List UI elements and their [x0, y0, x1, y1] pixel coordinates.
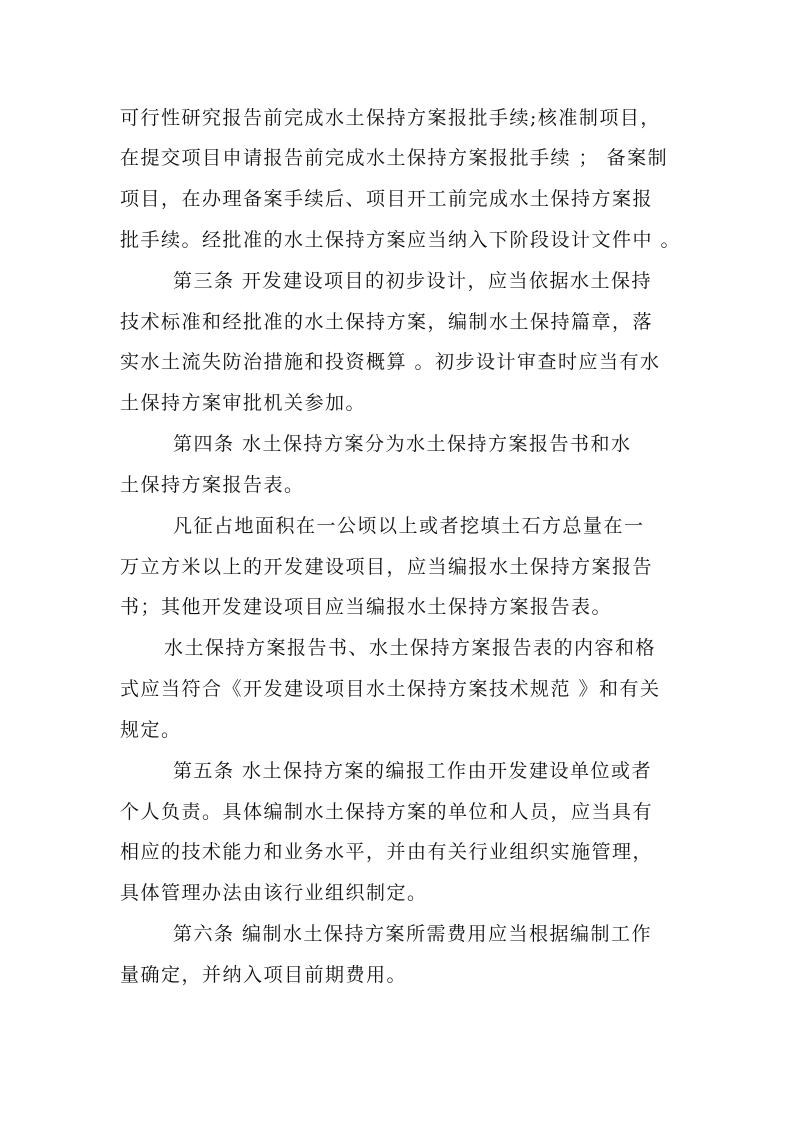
text-line-22: 量确定，并纳入项目前期费用。	[120, 964, 408, 986]
text-line-8: 土保持方案审批机关参加。	[120, 392, 367, 414]
text-line-15: 式应当符合《开发建设项目水土保持方案技术规范 》和有关	[120, 678, 661, 700]
text-line-3: 项目，在办理备案手续后、项目开工前完成水土保持方案报	[120, 188, 654, 210]
text-line-19: 相应的技术能力和业务水平，并由有关行业组织实施管理，	[120, 841, 654, 863]
text-line-13: 书；其他开发建设项目应当编报水土保持方案报告表。	[120, 596, 613, 618]
text-line-9: 第四条 水土保持方案分为水土保持方案报告书和水	[173, 433, 632, 455]
text-line-7: 实水土流失防治措施和投资概算 。初步设计审查时应当有水	[120, 351, 661, 373]
text-line-21: 第六条 编制水土保持方案所需费用应当根据编制工作	[173, 923, 653, 945]
text-line-10: 土保持方案报告表。	[120, 474, 305, 496]
text-line-16: 规定。	[120, 719, 182, 741]
text-line-2: 在提交项目申请报告前完成水土保持方案报批手续 ； 备案制	[120, 147, 669, 169]
text-line-5: 第三条 开发建设项目的初步设计，应当依据水土保持	[173, 270, 653, 292]
text-line-11: 凡征占地面积在一公顷以上或者挖填土石方总量在一	[173, 515, 645, 537]
text-line-4: 批手续。经批准的水土保持方案应当纳入下阶段设计文件中 。	[120, 229, 682, 251]
text-line-20: 具体管理办法由该行业组织制定。	[120, 882, 428, 904]
text-line-6: 技术标准和经批准的水土保持方案，编制水土保持篇章，落	[120, 311, 654, 333]
text-line-18: 个人负责。具体编制水土保持方案的单位和人员，应当具有	[120, 801, 654, 823]
text-line-1: 可行性研究报告前完成水土保持方案报批手续;核准制项目，	[120, 107, 661, 129]
text-line-17: 第五条 水土保持方案的编报工作由开发建设单位或者	[173, 760, 653, 782]
text-line-14: 水土保持方案报告书、水土保持方案报告表的内容和格	[164, 637, 657, 659]
text-line-12: 万立方米以上的开发建设项目，应当编报水土保持方案报告	[120, 556, 654, 578]
